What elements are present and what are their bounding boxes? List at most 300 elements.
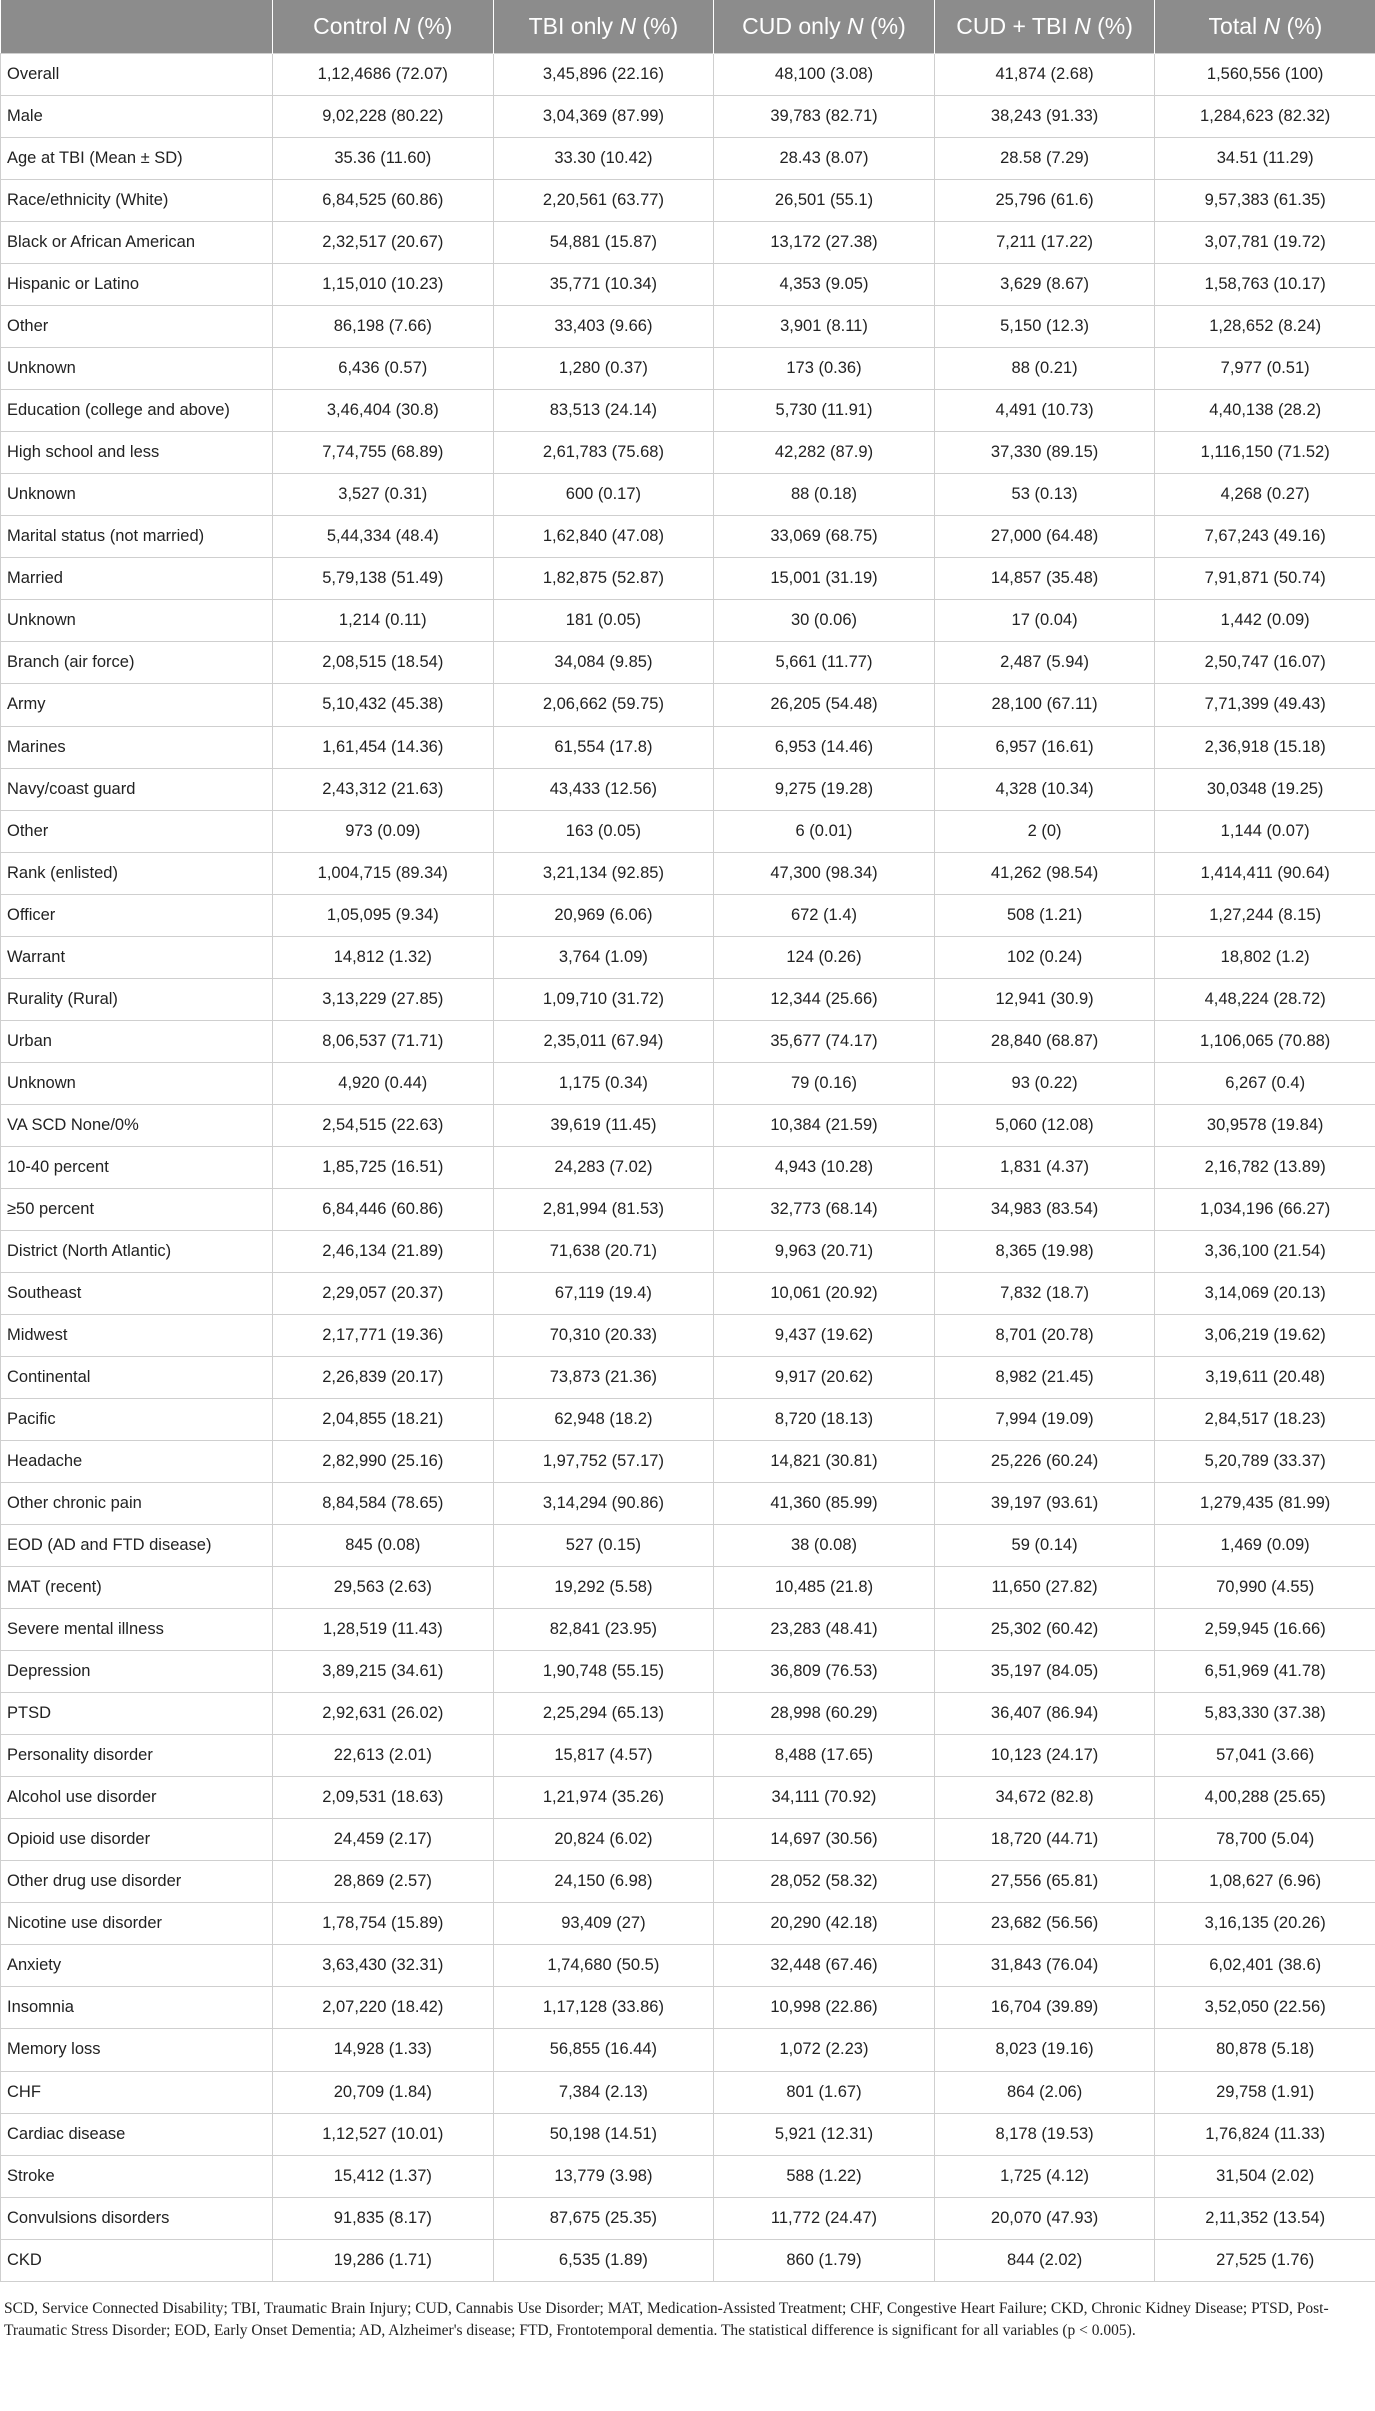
table-row xyxy=(1,390,1375,432)
value-cell: 93,409 (27) xyxy=(493,1903,714,1945)
value-cell: 31,504 (2.02) xyxy=(1155,2155,1375,2197)
value-cell: 6,953 (14.46) xyxy=(714,726,935,768)
row-label-cell: Unknown xyxy=(1,1062,273,1104)
value-cell: 973 (0.09) xyxy=(273,810,494,852)
value-cell: 9,437 (19.62) xyxy=(714,1314,935,1356)
value-cell: 10,123 (24.17) xyxy=(934,1735,1155,1777)
row-label-cell: Male xyxy=(1,96,273,138)
value-cell: 1,74,680 (50.5) xyxy=(493,1945,714,1987)
value-cell: 3,63,430 (32.31) xyxy=(273,1945,494,1987)
value-cell: 3,46,404 (30.8) xyxy=(273,390,494,432)
table-row xyxy=(1,306,1375,348)
row-label-cell: Alcohol use disorder xyxy=(1,1777,273,1819)
value-cell: 20,709 (1.84) xyxy=(273,2071,494,2113)
value-cell: 62,948 (18.2) xyxy=(493,1399,714,1441)
value-cell: 7,994 (19.09) xyxy=(934,1399,1155,1441)
table-row xyxy=(1,348,1375,390)
table-row xyxy=(1,2029,1375,2071)
table-row xyxy=(1,1399,1375,1441)
row-label-cell: MAT (recent) xyxy=(1,1567,273,1609)
value-cell: 17 (0.04) xyxy=(934,600,1155,642)
value-cell: 2,29,057 (20.37) xyxy=(273,1272,494,1314)
value-cell: 34,111 (70.92) xyxy=(714,1777,935,1819)
value-cell: 13,172 (27.38) xyxy=(714,222,935,264)
value-cell: 28,840 (68.87) xyxy=(934,1020,1155,1062)
value-cell: 4,40,138 (28.2) xyxy=(1155,390,1375,432)
value-cell: 41,262 (98.54) xyxy=(934,852,1155,894)
value-cell: 4,491 (10.73) xyxy=(934,390,1155,432)
value-cell: 6,436 (0.57) xyxy=(273,348,494,390)
table-row xyxy=(1,810,1375,852)
value-cell: 7,977 (0.51) xyxy=(1155,348,1375,390)
value-cell: 7,74,755 (68.89) xyxy=(273,432,494,474)
value-cell: 2,43,312 (21.63) xyxy=(273,768,494,810)
value-cell: 1,106,065 (70.88) xyxy=(1155,1020,1375,1062)
value-cell: 672 (1.4) xyxy=(714,894,935,936)
value-cell: 2,36,918 (15.18) xyxy=(1155,726,1375,768)
value-cell: 12,941 (30.9) xyxy=(934,978,1155,1020)
row-label-cell: Other xyxy=(1,306,273,348)
table-row xyxy=(1,516,1375,558)
value-cell: 845 (0.08) xyxy=(273,1525,494,1567)
value-cell: 2,17,771 (19.36) xyxy=(273,1314,494,1356)
value-cell: 28,052 (58.32) xyxy=(714,1861,935,1903)
value-cell: 860 (1.79) xyxy=(714,2239,935,2281)
value-cell: 1,072 (2.23) xyxy=(714,2029,935,2071)
value-cell: 1,469 (0.09) xyxy=(1155,1525,1375,1567)
value-cell: 173 (0.36) xyxy=(714,348,935,390)
value-cell: 8,720 (18.13) xyxy=(714,1399,935,1441)
value-cell: 1,09,710 (31.72) xyxy=(493,978,714,1020)
value-cell: 3,19,611 (20.48) xyxy=(1155,1356,1375,1398)
value-cell: 2 (0) xyxy=(934,810,1155,852)
value-cell: 87,675 (25.35) xyxy=(493,2197,714,2239)
value-cell: 10,998 (22.86) xyxy=(714,1987,935,2029)
value-cell: 15,817 (4.57) xyxy=(493,1735,714,1777)
value-cell: 9,275 (19.28) xyxy=(714,768,935,810)
row-label-cell: Headache xyxy=(1,1441,273,1483)
table-row xyxy=(1,222,1375,264)
table-row xyxy=(1,2155,1375,2197)
value-cell: 88 (0.21) xyxy=(934,348,1155,390)
table-row xyxy=(1,978,1375,1020)
value-cell: 2,54,515 (22.63) xyxy=(273,1104,494,1146)
value-cell: 8,365 (19.98) xyxy=(934,1230,1155,1272)
row-label-cell: VA SCD None/0% xyxy=(1,1104,273,1146)
value-cell: 1,08,627 (6.96) xyxy=(1155,1861,1375,1903)
value-cell: 9,963 (20.71) xyxy=(714,1230,935,1272)
value-cell: 9,57,383 (61.35) xyxy=(1155,180,1375,222)
value-cell: 5,83,330 (37.38) xyxy=(1155,1693,1375,1735)
value-cell: 3,13,229 (27.85) xyxy=(273,978,494,1020)
value-cell: 18,720 (44.71) xyxy=(934,1819,1155,1861)
value-cell: 39,783 (82.71) xyxy=(714,96,935,138)
value-cell: 50,198 (14.51) xyxy=(493,2113,714,2155)
table-row xyxy=(1,1987,1375,2029)
value-cell: 1,15,010 (10.23) xyxy=(273,264,494,306)
value-cell: 1,116,150 (71.52) xyxy=(1155,432,1375,474)
table-row xyxy=(1,138,1375,180)
value-cell: 2,04,855 (18.21) xyxy=(273,1399,494,1441)
value-cell: 600 (0.17) xyxy=(493,474,714,516)
header-cell-variable xyxy=(1,0,273,54)
value-cell: 2,84,517 (18.23) xyxy=(1155,1399,1375,1441)
value-cell: 7,91,871 (50.74) xyxy=(1155,558,1375,600)
value-cell: 78,700 (5.04) xyxy=(1155,1819,1375,1861)
row-label-cell: High school and less xyxy=(1,432,273,474)
value-cell: 19,286 (1.71) xyxy=(273,2239,494,2281)
value-cell: 1,560,556 (100) xyxy=(1155,54,1375,96)
value-cell: 27,556 (65.81) xyxy=(934,1861,1155,1903)
value-cell: 82,841 (23.95) xyxy=(493,1609,714,1651)
value-cell: 36,809 (76.53) xyxy=(714,1651,935,1693)
table-row xyxy=(1,2113,1375,2155)
value-cell: 1,21,974 (35.26) xyxy=(493,1777,714,1819)
value-cell: 3,04,369 (87.99) xyxy=(493,96,714,138)
value-cell: 14,857 (35.48) xyxy=(934,558,1155,600)
table-row xyxy=(1,2239,1375,2281)
value-cell: 34,084 (9.85) xyxy=(493,642,714,684)
value-cell: 6,51,969 (41.78) xyxy=(1155,1651,1375,1693)
value-cell: 1,82,875 (52.87) xyxy=(493,558,714,600)
row-label-cell: Unknown xyxy=(1,474,273,516)
value-cell: 20,824 (6.02) xyxy=(493,1819,714,1861)
row-label-cell: Other drug use disorder xyxy=(1,1861,273,1903)
table-row xyxy=(1,1609,1375,1651)
value-cell: 6,84,446 (60.86) xyxy=(273,1188,494,1230)
value-cell: 2,11,352 (13.54) xyxy=(1155,2197,1375,2239)
value-cell: 35.36 (11.60) xyxy=(273,138,494,180)
value-cell: 3,14,069 (20.13) xyxy=(1155,1272,1375,1314)
table-row xyxy=(1,1314,1375,1356)
table-row xyxy=(1,1567,1375,1609)
value-cell: 2,09,531 (18.63) xyxy=(273,1777,494,1819)
value-cell: 91,835 (8.17) xyxy=(273,2197,494,2239)
value-cell: 4,00,288 (25.65) xyxy=(1155,1777,1375,1819)
value-cell: 6 (0.01) xyxy=(714,810,935,852)
value-cell: 2,07,220 (18.42) xyxy=(273,1987,494,2029)
table-footnote: SCD, Service Connected Disability; TBI, Traumatic Brain Injury; CUD, Cannabis Use Disorder; MAT, Medication-Assisted Treatment; CHF, Congestive Heart Failure; CKD, Chronic Kidney Disease; PTSD, Post-Traumatic Stress Disorder; EOD, Early Onset Dementia; AD, Alzheimer's disease; FTD, Frontotemporal dementia. The statistical difference is significant for all variables (p < 0.005). xyxy=(4,2300,1329,2339)
table-row xyxy=(1,1441,1375,1483)
value-cell: 3,629 (8.67) xyxy=(934,264,1155,306)
row-label-cell: Cardiac disease xyxy=(1,2113,273,2155)
table-row xyxy=(1,1651,1375,1693)
value-cell: 8,488 (17.65) xyxy=(714,1735,935,1777)
value-cell: 31,843 (76.04) xyxy=(934,1945,1155,1987)
row-label-cell: Warrant xyxy=(1,936,273,978)
row-label-cell: District (North Atlantic) xyxy=(1,1230,273,1272)
table-row xyxy=(1,432,1375,474)
value-cell: 29,758 (1.91) xyxy=(1155,2071,1375,2113)
row-label-cell: Army xyxy=(1,684,273,726)
value-cell: 124 (0.26) xyxy=(714,936,935,978)
table-row xyxy=(1,1483,1375,1525)
table-row xyxy=(1,54,1375,96)
value-cell: 57,041 (3.66) xyxy=(1155,1735,1375,1777)
value-cell: 1,144 (0.07) xyxy=(1155,810,1375,852)
value-cell: 8,982 (21.45) xyxy=(934,1356,1155,1398)
value-cell: 588 (1.22) xyxy=(714,2155,935,2197)
value-cell: 86,198 (7.66) xyxy=(273,306,494,348)
value-cell: 2,35,011 (67.94) xyxy=(493,1020,714,1062)
value-cell: 2,06,662 (59.75) xyxy=(493,684,714,726)
value-cell: 1,61,454 (14.36) xyxy=(273,726,494,768)
header-cell-total: Total N (%) xyxy=(1155,0,1375,54)
value-cell: 102 (0.24) xyxy=(934,936,1155,978)
row-label-cell: Stroke xyxy=(1,2155,273,2197)
table-row xyxy=(1,180,1375,222)
row-label-cell: Southeast xyxy=(1,1272,273,1314)
table-row xyxy=(1,96,1375,138)
value-cell: 28,998 (60.29) xyxy=(714,1693,935,1735)
value-cell: 3,764 (1.09) xyxy=(493,936,714,978)
value-cell: 28,100 (67.11) xyxy=(934,684,1155,726)
value-cell: 5,921 (12.31) xyxy=(714,2113,935,2155)
value-cell: 35,677 (74.17) xyxy=(714,1020,935,1062)
value-cell: 54,881 (15.87) xyxy=(493,222,714,264)
value-cell: 2,59,945 (16.66) xyxy=(1155,1609,1375,1651)
table-row xyxy=(1,1230,1375,1272)
value-cell: 163 (0.05) xyxy=(493,810,714,852)
value-cell: 6,535 (1.89) xyxy=(493,2239,714,2281)
value-cell: 25,796 (61.6) xyxy=(934,180,1155,222)
row-label-cell: Midwest xyxy=(1,1314,273,1356)
value-cell: 5,44,334 (48.4) xyxy=(273,516,494,558)
value-cell: 35,197 (84.05) xyxy=(934,1651,1155,1693)
table-row xyxy=(1,1861,1375,1903)
value-cell: 181 (0.05) xyxy=(493,600,714,642)
value-cell: 3,901 (8.11) xyxy=(714,306,935,348)
value-cell: 508 (1.21) xyxy=(934,894,1155,936)
value-cell: 33,403 (9.66) xyxy=(493,306,714,348)
value-cell: 39,197 (93.61) xyxy=(934,1483,1155,1525)
value-cell: 24,283 (7.02) xyxy=(493,1146,714,1188)
value-cell: 38 (0.08) xyxy=(714,1525,935,1567)
row-label-cell: Overall xyxy=(1,54,273,96)
value-cell: 15,001 (31.19) xyxy=(714,558,935,600)
value-cell: 14,928 (1.33) xyxy=(273,2029,494,2071)
value-cell: 53 (0.13) xyxy=(934,474,1155,516)
row-label-cell: Other chronic pain xyxy=(1,1483,273,1525)
value-cell: 80,878 (5.18) xyxy=(1155,2029,1375,2071)
value-cell: 1,214 (0.11) xyxy=(273,600,494,642)
value-cell: 7,211 (17.22) xyxy=(934,222,1155,264)
value-cell: 25,302 (60.42) xyxy=(934,1609,1155,1651)
value-cell: 10,485 (21.8) xyxy=(714,1567,935,1609)
value-cell: 6,84,525 (60.86) xyxy=(273,180,494,222)
value-cell: 844 (2.02) xyxy=(934,2239,1155,2281)
value-cell: 26,205 (54.48) xyxy=(714,684,935,726)
table-row xyxy=(1,600,1375,642)
value-cell: 7,67,243 (49.16) xyxy=(1155,516,1375,558)
row-label-cell: EOD (AD and FTD disease) xyxy=(1,1525,273,1567)
table-row xyxy=(1,1104,1375,1146)
table-header xyxy=(1,0,1375,54)
row-label-cell: Hispanic or Latino xyxy=(1,264,273,306)
value-cell: 79 (0.16) xyxy=(714,1062,935,1104)
row-label-cell: PTSD xyxy=(1,1693,273,1735)
value-cell: 23,682 (56.56) xyxy=(934,1903,1155,1945)
value-cell: 864 (2.06) xyxy=(934,2071,1155,2113)
value-cell: 527 (0.15) xyxy=(493,1525,714,1567)
value-cell: 43,433 (12.56) xyxy=(493,768,714,810)
value-cell: 37,330 (89.15) xyxy=(934,432,1155,474)
table-row xyxy=(1,1272,1375,1314)
row-label-cell: Rank (enlisted) xyxy=(1,852,273,894)
value-cell: 1,28,519 (11.43) xyxy=(273,1609,494,1651)
value-cell: 27,525 (1.76) xyxy=(1155,2239,1375,2281)
value-cell: 73,873 (21.36) xyxy=(493,1356,714,1398)
value-cell: 2,61,783 (75.68) xyxy=(493,432,714,474)
value-cell: 7,71,399 (49.43) xyxy=(1155,684,1375,726)
value-cell: 6,957 (16.61) xyxy=(934,726,1155,768)
value-cell: 34.51 (11.29) xyxy=(1155,138,1375,180)
value-cell: 10,061 (20.92) xyxy=(714,1272,935,1314)
row-label-cell: Unknown xyxy=(1,348,273,390)
value-cell: 1,58,763 (10.17) xyxy=(1155,264,1375,306)
value-cell: 1,831 (4.37) xyxy=(934,1146,1155,1188)
row-label-cell: Insomnia xyxy=(1,1987,273,2029)
value-cell: 41,874 (2.68) xyxy=(934,54,1155,96)
value-cell: 3,45,896 (22.16) xyxy=(493,54,714,96)
value-cell: 20,070 (47.93) xyxy=(934,2197,1155,2239)
row-label-cell: Navy/coast guard xyxy=(1,768,273,810)
value-cell: 22,613 (2.01) xyxy=(273,1735,494,1777)
value-cell: 56,855 (16.44) xyxy=(493,2029,714,2071)
value-cell: 42,282 (87.9) xyxy=(714,432,935,474)
value-cell: 36,407 (86.94) xyxy=(934,1693,1155,1735)
value-cell: 20,969 (6.06) xyxy=(493,894,714,936)
value-cell: 8,06,537 (71.71) xyxy=(273,1020,494,1062)
value-cell: 4,920 (0.44) xyxy=(273,1062,494,1104)
table-row xyxy=(1,1146,1375,1188)
value-cell: 47,300 (98.34) xyxy=(714,852,935,894)
value-cell: 3,14,294 (90.86) xyxy=(493,1483,714,1525)
value-cell: 2,81,994 (81.53) xyxy=(493,1188,714,1230)
row-label-cell: Marines xyxy=(1,726,273,768)
value-cell: 9,02,228 (80.22) xyxy=(273,96,494,138)
row-label-cell: Personality disorder xyxy=(1,1735,273,1777)
table-row xyxy=(1,1525,1375,1567)
table-body xyxy=(1,54,1375,2282)
row-label-cell: Opioid use disorder xyxy=(1,1819,273,1861)
value-cell: 1,034,196 (66.27) xyxy=(1155,1188,1375,1230)
value-cell: 14,821 (30.81) xyxy=(714,1441,935,1483)
value-cell: 6,267 (0.4) xyxy=(1155,1062,1375,1104)
value-cell: 8,701 (20.78) xyxy=(934,1314,1155,1356)
value-cell: 1,97,752 (57.17) xyxy=(493,1441,714,1483)
value-cell: 1,62,840 (47.08) xyxy=(493,516,714,558)
value-cell: 3,36,100 (21.54) xyxy=(1155,1230,1375,1272)
table-row xyxy=(1,474,1375,516)
value-cell: 48,100 (3.08) xyxy=(714,54,935,96)
value-cell: 2,26,839 (20.17) xyxy=(273,1356,494,1398)
value-cell: 30,9578 (19.84) xyxy=(1155,1104,1375,1146)
value-cell: 11,650 (27.82) xyxy=(934,1567,1155,1609)
row-label-cell: Officer xyxy=(1,894,273,936)
value-cell: 12,344 (25.66) xyxy=(714,978,935,1020)
row-label-cell: Convulsions disorders xyxy=(1,2197,273,2239)
row-label-cell: Anxiety xyxy=(1,1945,273,1987)
value-cell: 1,442 (0.09) xyxy=(1155,600,1375,642)
value-cell: 61,554 (17.8) xyxy=(493,726,714,768)
value-cell: 3,16,135 (20.26) xyxy=(1155,1903,1375,1945)
value-cell: 801 (1.67) xyxy=(714,2071,935,2113)
value-cell: 39,619 (11.45) xyxy=(493,1104,714,1146)
value-cell: 8,84,584 (78.65) xyxy=(273,1483,494,1525)
row-label-cell: CHF xyxy=(1,2071,273,2113)
value-cell: 3,07,781 (19.72) xyxy=(1155,222,1375,264)
value-cell: 1,280 (0.37) xyxy=(493,348,714,390)
value-cell: 2,16,782 (13.89) xyxy=(1155,1146,1375,1188)
value-cell: 14,812 (1.32) xyxy=(273,936,494,978)
value-cell: 34,672 (82.8) xyxy=(934,1777,1155,1819)
value-cell: 1,175 (0.34) xyxy=(493,1062,714,1104)
row-label-cell: Marital status (not married) xyxy=(1,516,273,558)
value-cell: 71,638 (20.71) xyxy=(493,1230,714,1272)
value-cell: 15,412 (1.37) xyxy=(273,2155,494,2197)
table-row xyxy=(1,1903,1375,1945)
value-cell: 32,773 (68.14) xyxy=(714,1188,935,1230)
row-label-cell: ≥50 percent xyxy=(1,1188,273,1230)
value-cell: 5,060 (12.08) xyxy=(934,1104,1155,1146)
value-cell: 4,48,224 (28.72) xyxy=(1155,978,1375,1020)
value-cell: 20,290 (42.18) xyxy=(714,1903,935,1945)
value-cell: 1,279,435 (81.99) xyxy=(1155,1483,1375,1525)
table-row xyxy=(1,684,1375,726)
table-row xyxy=(1,1188,1375,1230)
value-cell: 1,414,411 (90.64) xyxy=(1155,852,1375,894)
value-cell: 7,832 (18.7) xyxy=(934,1272,1155,1314)
value-cell: 5,79,138 (51.49) xyxy=(273,558,494,600)
value-cell: 29,563 (2.63) xyxy=(273,1567,494,1609)
value-cell: 2,25,294 (65.13) xyxy=(493,1693,714,1735)
row-label-cell: Married xyxy=(1,558,273,600)
value-cell: 1,12,527 (10.01) xyxy=(273,2113,494,2155)
value-cell: 88 (0.18) xyxy=(714,474,935,516)
table-row xyxy=(1,264,1375,306)
value-cell: 1,28,652 (8.24) xyxy=(1155,306,1375,348)
value-cell: 1,90,748 (55.15) xyxy=(493,1651,714,1693)
value-cell: 24,150 (6.98) xyxy=(493,1861,714,1903)
value-cell: 59 (0.14) xyxy=(934,1525,1155,1567)
value-cell: 30 (0.06) xyxy=(714,600,935,642)
table-row xyxy=(1,1062,1375,1104)
value-cell: 4,353 (9.05) xyxy=(714,264,935,306)
table-row xyxy=(1,936,1375,978)
value-cell: 1,004,715 (89.34) xyxy=(273,852,494,894)
value-cell: 6,02,401 (38.6) xyxy=(1155,1945,1375,1987)
value-cell: 1,85,725 (16.51) xyxy=(273,1146,494,1188)
value-cell: 13,779 (3.98) xyxy=(493,2155,714,2197)
value-cell: 1,76,824 (11.33) xyxy=(1155,2113,1375,2155)
value-cell: 1,17,128 (33.86) xyxy=(493,1987,714,2029)
value-cell: 33,069 (68.75) xyxy=(714,516,935,558)
value-cell: 4,328 (10.34) xyxy=(934,768,1155,810)
table-row xyxy=(1,1735,1375,1777)
value-cell: 8,178 (19.53) xyxy=(934,2113,1155,2155)
value-cell: 2,20,561 (63.77) xyxy=(493,180,714,222)
header-cell-control: Control N (%) xyxy=(273,0,494,54)
value-cell: 28.43 (8.07) xyxy=(714,138,935,180)
value-cell: 2,08,515 (18.54) xyxy=(273,642,494,684)
table-row xyxy=(1,1819,1375,1861)
value-cell: 67,119 (19.4) xyxy=(493,1272,714,1314)
value-cell: 2,50,747 (16.07) xyxy=(1155,642,1375,684)
value-cell: 3,527 (0.31) xyxy=(273,474,494,516)
table-row xyxy=(1,852,1375,894)
value-cell: 23,283 (48.41) xyxy=(714,1609,935,1651)
